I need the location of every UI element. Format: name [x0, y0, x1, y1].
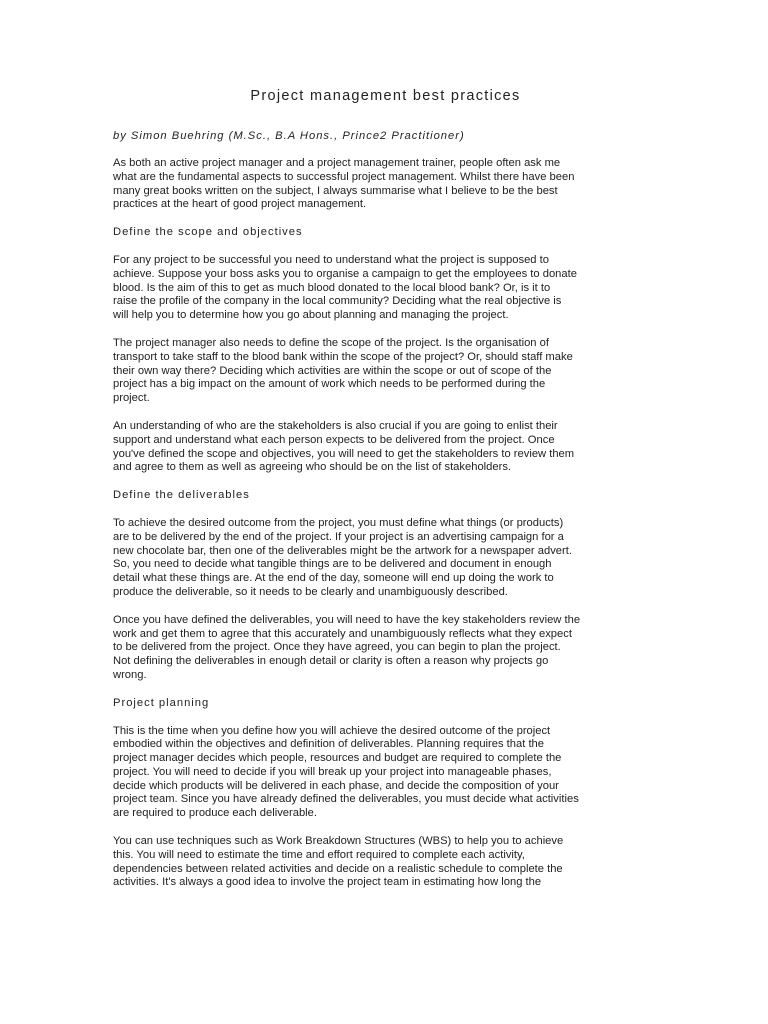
text-line: For any project to be successful you need to understand what the project is supposed to [113, 253, 549, 266]
text-line: project manager decides which people, resources and budget are required to complete the [113, 752, 562, 765]
body-paragraph [113, 337, 658, 406]
text-line: activities. It's always a good idea to involve the project team in estimating how long the [113, 876, 542, 889]
text-line: decide which products will be delivered in each phase, and decide the composition of your [113, 779, 559, 792]
text-line: this. You will need to estimate the time and effort required to complete each activity, [113, 848, 525, 861]
text-line: will help you to determine how you go about planning and managing the project. [113, 309, 509, 322]
text-line: to be delivered from the project. Once they have agreed, you can begin to plan the project. [113, 641, 561, 654]
text-line: You can use techniques such as Work Breakdown Structures (WBS) to help you to achieve [113, 835, 564, 848]
body-paragraph [113, 835, 658, 890]
body-paragraph [113, 725, 658, 822]
text-line: So, you need to decide what tangible things are to be delivered and document in enough [113, 558, 552, 571]
text-line: project team. Since you have already defined the deliverables, you must decide what activities [113, 793, 579, 806]
text-line: and agree to them as well as agreeing who should be on the list of stakeholders. [113, 461, 512, 474]
text-line: Once you have defined the deliverables, you will need to have the key stakeholders review the [113, 613, 581, 626]
text-line: An understanding of who are the stakeholders is also crucial if you are going to enlist their [113, 419, 558, 432]
section-heading-planning: Project planning [113, 696, 210, 709]
text-line: Not defining the deliverables in enough detail or clarity is often a reason why projects go [113, 655, 549, 668]
body-paragraph [113, 254, 658, 323]
text-line: embodied within the objectives and definition of deliverables. Planning requires that the [113, 738, 544, 751]
text-line: This is the time when you define how you will achieve the desired outcome of the project [113, 724, 551, 737]
text-line: new chocolate bar, then one of the deliverables might be the artwork for a newspaper advert. [113, 544, 572, 557]
text-line: are to be delivered by the end of the project. If your project is an advertising campaign for a [113, 530, 564, 543]
text-line: practices at the heart of good project management. [113, 198, 367, 211]
text-line: transport to take staff to the blood bank within the scope of the project? Or, should staff make [113, 350, 573, 363]
text-line: project. You will need to decide if you will break up your project into manageable phases, [113, 765, 552, 778]
text-line: work and get them to agree that this accurately and unambiguously reflects what they expect [113, 627, 572, 640]
text-line: detail what these things are. At the end of the day, someone will end up doing the work to [113, 572, 554, 585]
text-line: The project manager also needs to define the scope of the project. Is the organisation of [113, 336, 549, 349]
text-line: achieve. Suppose your boss asks you to organise a campaign to get the employees to donate [113, 267, 577, 280]
text-line: produce the deliverable, so it needs to be clearly and unambiguously described. [113, 585, 508, 598]
text-line: their own way there? Deciding which activities are within the scope or out of scope of the [113, 364, 552, 377]
text-line: project has a big impact on the amount of work which needs to be performed during the [113, 378, 546, 391]
body-paragraph [113, 614, 658, 683]
author-byline: by Simon Buehring (M.Sc., B.A Hons., Prince2 Practitioner) [113, 130, 465, 142]
text-line: project. [113, 392, 150, 405]
text-line: support and understand what each person expects to be delivered from the project. Once [113, 433, 555, 446]
text-line: what are the fundamental aspects to successful project management. Whilst there have been [113, 170, 575, 183]
section-heading-scope: Define the scope and objectives [113, 226, 303, 239]
text-line: blood. Is the aim of this to get as much blood donated to the local blood bank? Or, is it to [113, 281, 551, 294]
body-paragraph [113, 420, 658, 475]
text-line: are required to produce each deliverable. [113, 807, 317, 820]
section-heading-deliverables: Define the deliverables [113, 489, 250, 502]
text-line: raise the profile of the company in the local community? Deciding what the real objective is [113, 295, 562, 308]
body-paragraph [113, 517, 658, 600]
text-line: As both an active project manager and a project management trainer, people often ask me [113, 157, 561, 169]
document-page [113, 88, 658, 904]
intro-paragraph [113, 157, 658, 212]
text-line: wrong. [113, 668, 147, 681]
text-line: many great books written on the subject, I always summarise what I believe to be the best [113, 184, 558, 197]
text-line: you've defined the scope and objectives, you will need to get the stakeholders to review them [113, 447, 575, 460]
text-line: dependencies between related activities and decide on a realistic schedule to complete the [113, 862, 563, 875]
document-title: Project management best practices [250, 88, 521, 104]
text-line: To achieve the desired outcome from the project, you must define what things (or products) [113, 516, 564, 529]
